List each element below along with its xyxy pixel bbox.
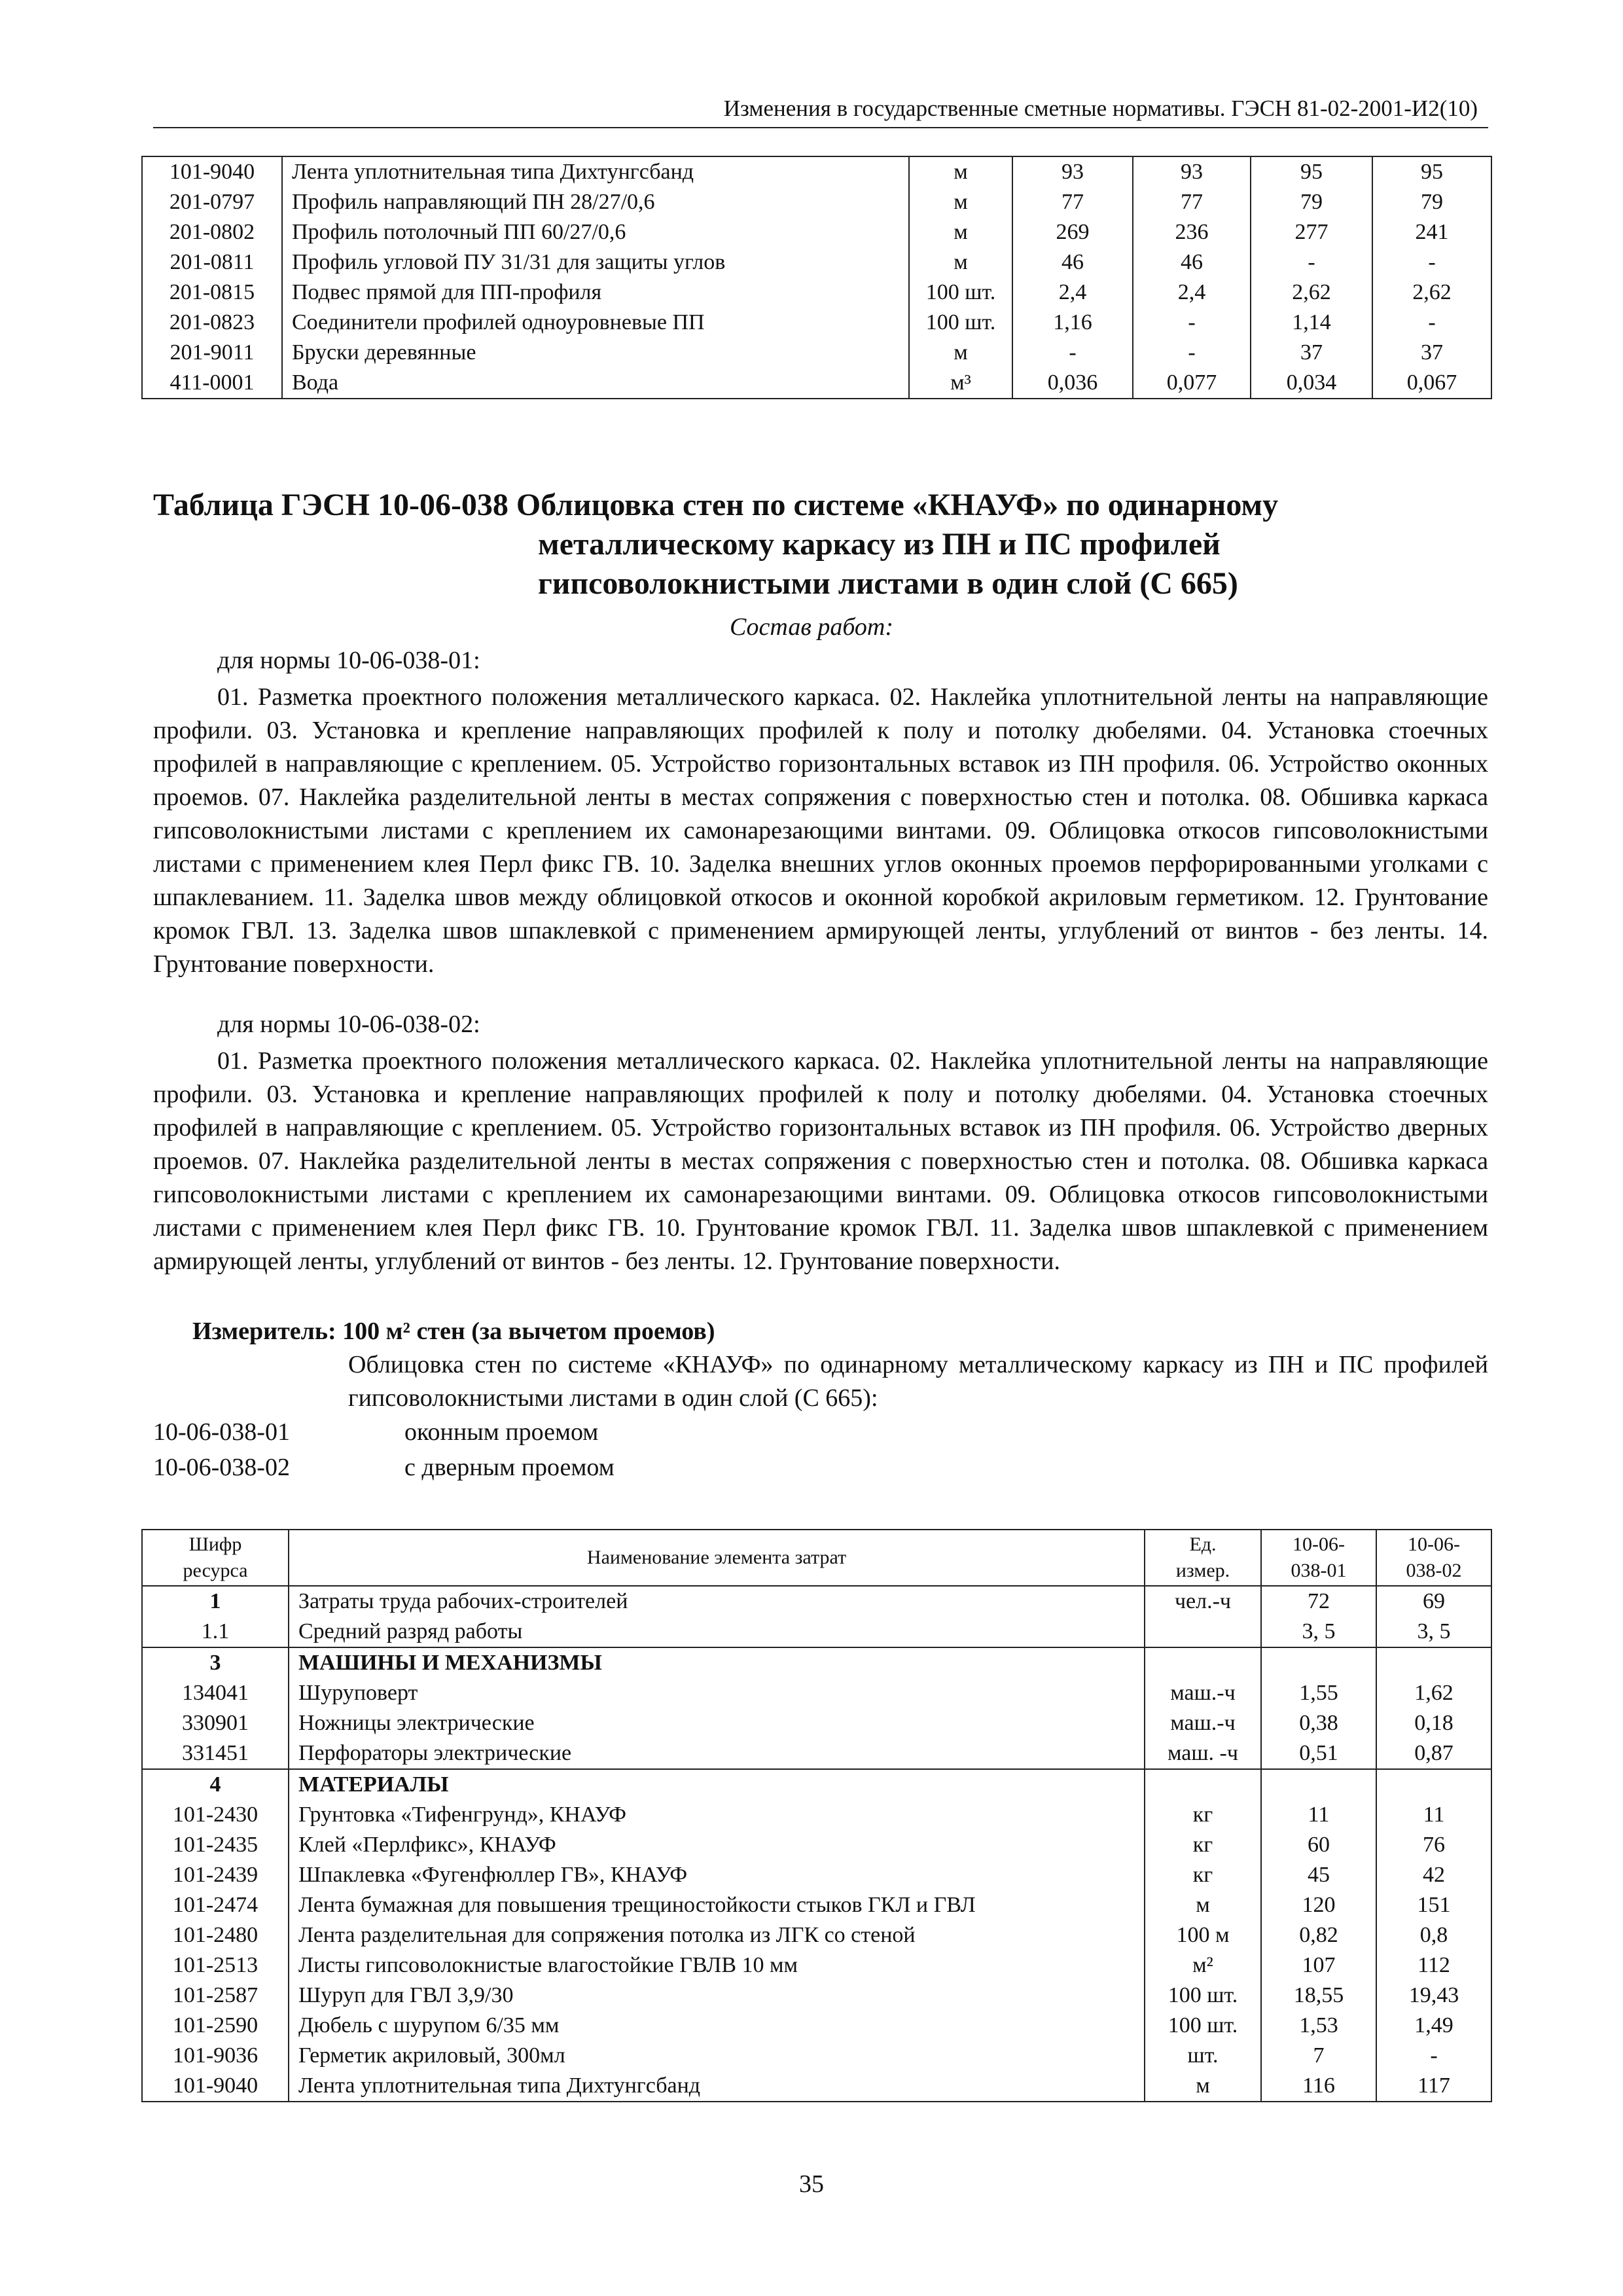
cell-code: 4 [142, 1769, 289, 1800]
cell-unit: маш.-ч [1145, 1708, 1261, 1738]
cell-value: 79 [1251, 187, 1372, 217]
cell-code: 101-2480 [172, 1923, 259, 1947]
header-norm-1: 10-06- 038-01 [1261, 1530, 1376, 1586]
table-row [142, 308, 1491, 338]
cell-code: 201-0802 [169, 220, 255, 244]
cell-code: 101-2587 [172, 1983, 259, 2007]
cell-code: 101-2435 [172, 1833, 259, 1857]
cell-code: 101-2513 [172, 1953, 259, 1977]
table-row [142, 2041, 1491, 2071]
cell-value: 0,036 [1012, 368, 1133, 399]
cell-value: 2,62 [1372, 278, 1491, 308]
cell-name: Лента разделительная для сопряжения потолка из ЛГК со стеной [289, 1920, 1145, 1950]
table-row [142, 1617, 1491, 1647]
table-row [142, 1647, 1491, 1678]
cell-unit: м [909, 247, 1012, 278]
table-row [142, 1920, 1491, 1950]
cell-name: МАТЕРИАЛЫ [289, 1769, 1145, 1800]
cell-value: 93 [1133, 156, 1251, 187]
cell-unit: кг [1145, 1860, 1261, 1890]
cell-norm-2 [1376, 1647, 1491, 1678]
table-row [142, 247, 1491, 278]
cell-norm-2 [1376, 1769, 1491, 1800]
cell-name: Профиль направляющий ПН 28/27/0,6 [282, 187, 909, 217]
cell-code: 201-9011 [169, 340, 255, 365]
cell-unit: кг [1145, 1800, 1261, 1830]
cell-name: Шпаклевка «Фугенфюллер ГВ», КНАУФ [289, 1860, 1145, 1890]
norm-2-text: 01. Разметка проектного положения металлического каркаса. 02. Наклейка уплотнительной ленты на направляющие профили. 03. Установка и крепление направляющих профилей к полу и потолку дюбелями. 04. Установка стоечных профилей в направляющие с креплением. 05. Устройство горизонтальных вставок из ПН профиля. 06. Устройство дверных проемов. 07. Наклейка разделительной ленты в местах сопряжения с поверхностью стен и потолка. 08. Обшивка каркаса гипсоволокнистыми листами с креплением их самонарезающими винтами. 09. Облицовка откосов гипсоволокнистыми листами с применением клея Перл фикс ГВ. 10. Грунтование кромок ГВЛ. 11. Заделка швов шпаклевкой с применением армирующей ленты, углублений от винтов - без ленты. 12. Грунтование поверхности. [153, 1047, 1488, 1275]
norm-code-1-text: оконным проемом [404, 1418, 599, 1446]
cell-norm-1: 18,55 [1261, 1981, 1376, 2011]
cell-name: Подвес прямой для ПП-профиля [282, 278, 909, 308]
table-row [142, 2011, 1491, 2041]
cell-value: 1,16 [1012, 308, 1133, 338]
header-text: Изменения в государственные сметные нормативы. ГЭСН 81-02-2001-И2(10) [723, 96, 1478, 121]
cell-code: 101-9036 [172, 2043, 259, 2068]
cell-norm-2: 11 [1376, 1800, 1491, 1830]
header-unit: Ед. измер. [1145, 1530, 1261, 1586]
cell-name: Профиль угловой ПУ 31/31 для защиты углов [282, 247, 909, 278]
cell-norm-2: 19,43 [1376, 1981, 1491, 2011]
table-row [142, 1830, 1491, 1860]
cell-norm-2: 151 [1376, 1890, 1491, 1920]
table-row [142, 1678, 1491, 1708]
norm-2-label: для нормы 10-06-038-02: [217, 1011, 480, 1038]
cell-unit: м [909, 338, 1012, 368]
cell-unit: м [1145, 1890, 1261, 1920]
cell-value: 0,077 [1133, 368, 1251, 399]
cell-unit: маш. -ч [1145, 1738, 1261, 1769]
cell-name: Затраты труда рабочих-строителей [289, 1586, 1145, 1617]
cell-value: 277 [1251, 217, 1372, 247]
cell-value: 37 [1251, 338, 1372, 368]
table-row [142, 1800, 1491, 1830]
norm-code-2-text: с дверным проемом [404, 1454, 615, 1481]
cell-value: 95 [1251, 156, 1372, 187]
cell-code: 331451 [182, 1741, 249, 1765]
cell-value: 0,067 [1372, 368, 1491, 399]
cell-value: 46 [1012, 247, 1133, 278]
header-code: Шифр ресурса [142, 1530, 289, 1586]
table-row [142, 1586, 1491, 1617]
cell-unit: шт. [1145, 2041, 1261, 2071]
cell-value: 95 [1372, 156, 1491, 187]
cell-unit: м [1145, 2071, 1261, 2102]
cell-name: Перфораторы электрические [289, 1738, 1145, 1769]
cell-unit: 100 шт. [1145, 2011, 1261, 2041]
cell-norm-1 [1261, 1769, 1376, 1800]
cell-code: 201-0811 [169, 250, 255, 274]
table-row [142, 1708, 1491, 1738]
table-row [142, 278, 1491, 308]
cell-name: МАШИНЫ И МЕХАНИЗМЫ [289, 1647, 1145, 1678]
cell-code: 330901 [182, 1711, 249, 1735]
table-row [142, 1738, 1491, 1769]
cell-unit: м [909, 187, 1012, 217]
cell-unit [1145, 1769, 1261, 1800]
cell-code: 1 [142, 1586, 289, 1617]
cell-name: Шуруп для ГВЛ 3,9/30 [289, 1981, 1145, 2011]
table-row [142, 1950, 1491, 1981]
cell-value: - [1133, 308, 1251, 338]
cell-code: 201-0823 [169, 310, 255, 334]
cell-name: Грунтовка «Тифенгрунд», КНАУФ [289, 1800, 1145, 1830]
cell-norm-1: 107 [1261, 1950, 1376, 1981]
title-line-3: гипсоволокнистыми листами в один слой (С 665) [538, 566, 1238, 601]
table-row [142, 2071, 1491, 2102]
table-header-row [142, 1530, 1491, 1586]
cell-name: Вода [282, 368, 909, 399]
norm-description: Облицовка стен по системе «КНАУФ» по одинарному металлическому каркасу из ПН и ПС профилей гипсоволокнистыми листами в один слой (С 665): [348, 1351, 1488, 1412]
cell-norm-1: 0,38 [1261, 1708, 1376, 1738]
cell-code: 101-2590 [172, 2013, 259, 2037]
cell-code: 101-2439 [172, 1863, 259, 1887]
cell-name: Ножницы электрические [289, 1708, 1145, 1738]
cell-value: - [1012, 338, 1133, 368]
cell-value: 0,034 [1251, 368, 1372, 399]
table-row [142, 217, 1491, 247]
cell-name: Клей «Перлфикс», КНАУФ [289, 1830, 1145, 1860]
cell-code: 101-2474 [172, 1893, 259, 1917]
cell-norm-2: 3, 5 [1376, 1617, 1491, 1647]
cell-code: 101-9040 [172, 2073, 259, 2098]
cell-unit: чел.-ч [1145, 1586, 1261, 1617]
cell-unit [1145, 1617, 1261, 1647]
table-row [142, 338, 1491, 368]
table-row [142, 187, 1491, 217]
cell-name: Лента уплотнительная типа Дихтунгсбанд [289, 2071, 1145, 2102]
cell-value: - [1251, 247, 1372, 278]
cell-norm-2: 0,87 [1376, 1738, 1491, 1769]
cell-name: Бруски деревянные [282, 338, 909, 368]
cell-name: Дюбель с шурупом 6/35 мм [289, 2011, 1145, 2041]
cell-code: 3 [142, 1647, 289, 1678]
cell-value: 77 [1012, 187, 1133, 217]
cell-norm-2: 112 [1376, 1950, 1491, 1981]
cell-name: Средний разряд работы [289, 1617, 1145, 1647]
cell-value: 1,14 [1251, 308, 1372, 338]
cell-unit: 100 шт. [909, 278, 1012, 308]
cell-value: 269 [1012, 217, 1133, 247]
measure-unit: Измеритель: 100 м² стен (за вычетом проемов) [192, 1318, 715, 1345]
cell-name: Листы гипсоволокнистые влагостойкие ГВЛВ 10 мм [289, 1950, 1145, 1981]
cell-name: Шуруповерт [289, 1678, 1145, 1708]
cell-norm-1: 120 [1261, 1890, 1376, 1920]
cell-norm-2: - [1376, 2041, 1491, 2071]
cell-norm-2: 1,49 [1376, 2011, 1491, 2041]
cell-unit: 100 шт. [909, 308, 1012, 338]
page-number: 35 [799, 2170, 824, 2198]
cell-norm-1: 11 [1261, 1800, 1376, 1830]
cell-norm-2: 0,18 [1376, 1708, 1491, 1738]
top-resource-table [141, 156, 1492, 399]
table-row [142, 1860, 1491, 1890]
section-title [153, 486, 1488, 603]
cell-value: 93 [1012, 156, 1133, 187]
cell-value: 241 [1372, 217, 1491, 247]
cell-code: 201-0797 [169, 190, 255, 214]
cell-unit: м [909, 217, 1012, 247]
cell-unit: кг [1145, 1830, 1261, 1860]
cell-unit: м [909, 156, 1012, 187]
cell-value: 77 [1133, 187, 1251, 217]
cell-norm-2: 42 [1376, 1860, 1491, 1890]
cell-value: 2,4 [1012, 278, 1133, 308]
title-line-2: металлическому каркасу из ПН и ПС профилей [538, 527, 1221, 562]
cell-norm-1: 3, 5 [1261, 1617, 1376, 1647]
cell-code: 1.1 [201, 1619, 230, 1643]
cell-norm-1 [1261, 1647, 1376, 1678]
cell-value: - [1372, 247, 1491, 278]
norm-1-label: для нормы 10-06-038-01: [217, 647, 480, 674]
table-row [142, 1890, 1491, 1920]
cell-value: 46 [1133, 247, 1251, 278]
cell-value: 37 [1372, 338, 1491, 368]
table-row [142, 1769, 1491, 1800]
norm-1-text: 01. Разметка проектного положения металлического каркаса. 02. Наклейка уплотнительной ленты на направляющие профили. 03. Установка и крепление направляющих профилей к полу и потолку дюбелями. 04. Установка стоечных профилей в направляющие с креплением. 05. Устройство горизонтальных вставок из ПН профиля. 06. Устройство оконных проемов. 07. Наклейка разделительной ленты в местах сопряжения с поверхностью стен и потолка. 08. Обшивка каркаса гипсоволокнистыми листами с креплением их самонарезающими винтами. 09. Облицовка откосов гипсоволокнистыми листами с применением клея Перл фикс ГВ. 10. Заделка внешних углов оконных проемов перфорированными уголками с шпаклеванием. 11. Заделка швов между облицовкой откосов и оконной коробкой акриловым герметиком. 12. Грунтование кромок ГВЛ. 13. Заделка швов шпаклевкой с применением армирующей ленты, углублений от винтов - без ленты. 14. Грунтование поверхности. [153, 683, 1488, 978]
page-header [153, 93, 1488, 128]
cell-unit: 100 шт. [1145, 1981, 1261, 2011]
cell-unit: м² [1145, 1950, 1261, 1981]
cell-norm-1: 45 [1261, 1860, 1376, 1890]
cell-norm-2: 0,8 [1376, 1920, 1491, 1950]
cell-norm-2: 76 [1376, 1830, 1491, 1860]
resource-cost-table [141, 1529, 1492, 2102]
cell-name: Лента бумажная для повышения трещиностойкости стыков ГКЛ и ГВЛ [289, 1890, 1145, 1920]
work-composition-subtitle: Состав работ: [729, 613, 894, 641]
table-row [142, 368, 1491, 399]
cell-norm-1: 60 [1261, 1830, 1376, 1860]
norm-code-2: 10-06-038-02 [153, 1454, 290, 1481]
cell-norm-1: 0,51 [1261, 1738, 1376, 1769]
cell-code: 101-9040 [169, 160, 255, 184]
norm-code-1: 10-06-038-01 [153, 1418, 290, 1446]
cell-norm-1: 1,53 [1261, 2011, 1376, 2041]
header-norm-2: 10-06- 038-02 [1376, 1530, 1491, 1586]
cell-code: 101-2430 [172, 1803, 259, 1827]
cell-unit: м³ [909, 368, 1012, 399]
title-line-1: Таблица ГЭСН 10-06-038 Облицовка стен по системе «КНАУФ» по одинарному [153, 488, 1279, 522]
cell-norm-1: 72 [1261, 1586, 1376, 1617]
cell-norm-1: 116 [1261, 2071, 1376, 2102]
cell-value: 236 [1133, 217, 1251, 247]
cell-norm-2: 1,62 [1376, 1678, 1491, 1708]
cell-norm-1: 7 [1261, 2041, 1376, 2071]
table-row [142, 156, 1491, 187]
cell-value: - [1372, 308, 1491, 338]
cell-unit [1145, 1647, 1261, 1678]
cell-unit: маш.-ч [1145, 1678, 1261, 1708]
cell-norm-1: 0,82 [1261, 1920, 1376, 1950]
cell-code: 134041 [182, 1681, 249, 1705]
table-row [142, 1981, 1491, 2011]
cell-name: Профиль потолочный ПП 60/27/0,6 [282, 217, 909, 247]
cell-value: 2,4 [1133, 278, 1251, 308]
cell-value: 79 [1372, 187, 1491, 217]
cell-value: - [1133, 338, 1251, 368]
cell-code: 411-0001 [169, 370, 255, 395]
cell-value: 2,62 [1251, 278, 1372, 308]
cell-name: Герметик акриловый, 300мл [289, 2041, 1145, 2071]
cell-unit: 100 м [1145, 1920, 1261, 1950]
cell-name: Лента уплотнительная типа Дихтунгсбанд [282, 156, 909, 187]
cell-norm-2: 69 [1376, 1586, 1491, 1617]
header-name: Наименование элемента затрат [289, 1530, 1145, 1586]
cell-name: Соединители профилей одноуровневые ПП [282, 308, 909, 338]
cell-norm-2: 117 [1376, 2071, 1491, 2102]
cell-code: 201-0815 [169, 280, 255, 304]
cell-norm-1: 1,55 [1261, 1678, 1376, 1708]
